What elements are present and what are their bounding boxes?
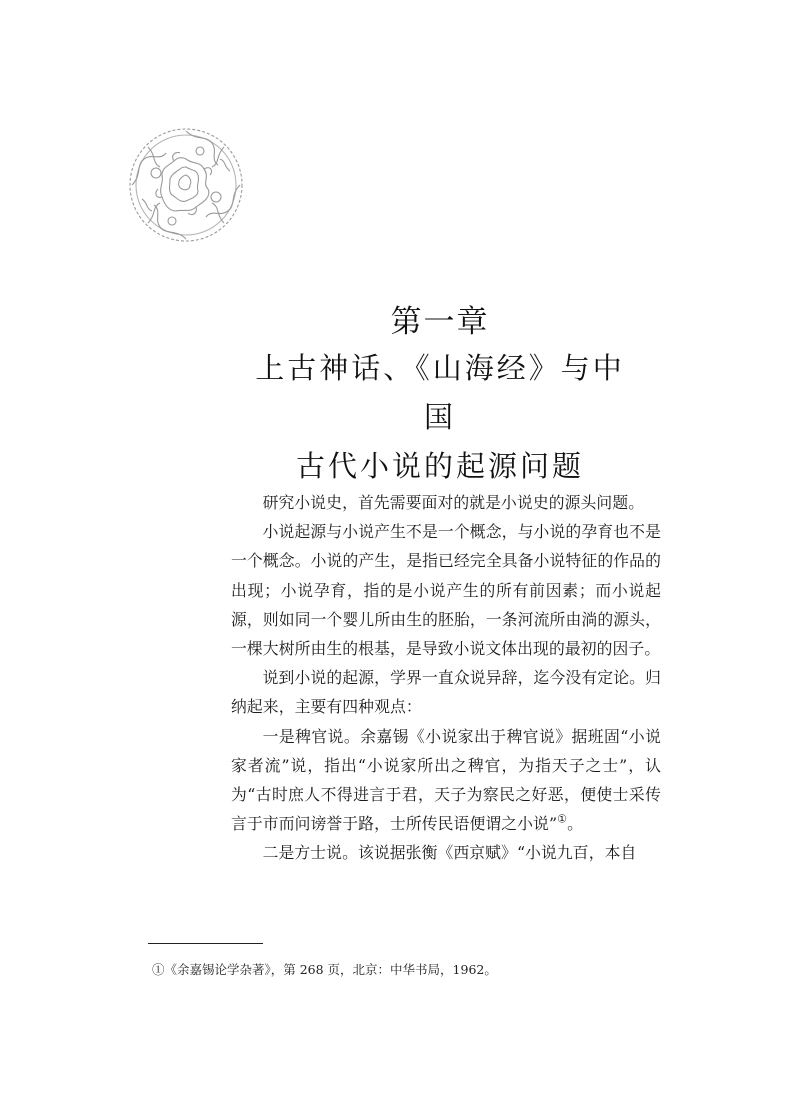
paragraph-4-text: 一是稗官说。余嘉锡《小说家出于稗官说》据班固“小说家者流”说，指出“小说家所出之稗官，为指天子之士”，认为“古时庶人不得进言于君，天子为察民之好恶，便使士采传言于市而问谤誉于路，士所传民语便谓之小说” [231,726,661,834]
chapter-title-line-1: 上古神话、《山海经》与中国 [255,351,625,434]
chapter-heading [240,300,640,491]
chapter-title-line-2: 古代小说的起源问题 [295,449,584,483]
chapter-number: 第一章 [390,304,490,340]
floral-medallion-ornament [126,125,246,245]
footnote: ①《余嘉锡论学杂著》，第 268 页，北京：中华书局，1962。 [152,962,497,977]
body-text [231,488,661,868]
paragraph-2: 小说起源与小说产生不是一个概念，与小说的孕育也不是一个概念。小说的产生，是指已经完全具备小说特征的作品的出现；小说孕育，指的是小说产生的所有前因素；而小说起源，则如同一个婴儿所由生的胚胎，一条河流所由淌的源头，一棵大树所由生的根基，是导致小说文体出现的最初的因子。 [231,522,661,659]
paragraph-1: 研究小说史，首先需要面对的就是小说史的源头问题。 [262,493,645,512]
paragraph-5: 二是方士说。该说据张衡《西京赋》“小说九百，本自 [262,843,637,863]
peony-ornament-icon [126,125,246,245]
paragraph-4-end: 。 [567,814,583,834]
paragraph-3: 说到小说的起源，学界一直众说异辞，迄今没有定论。归纳起来，主要有四种观点： [231,668,661,717]
footnote-divider [148,943,263,944]
paragraph-4 [231,722,661,839]
footnote-marker[interactable]: ① [557,812,568,826]
